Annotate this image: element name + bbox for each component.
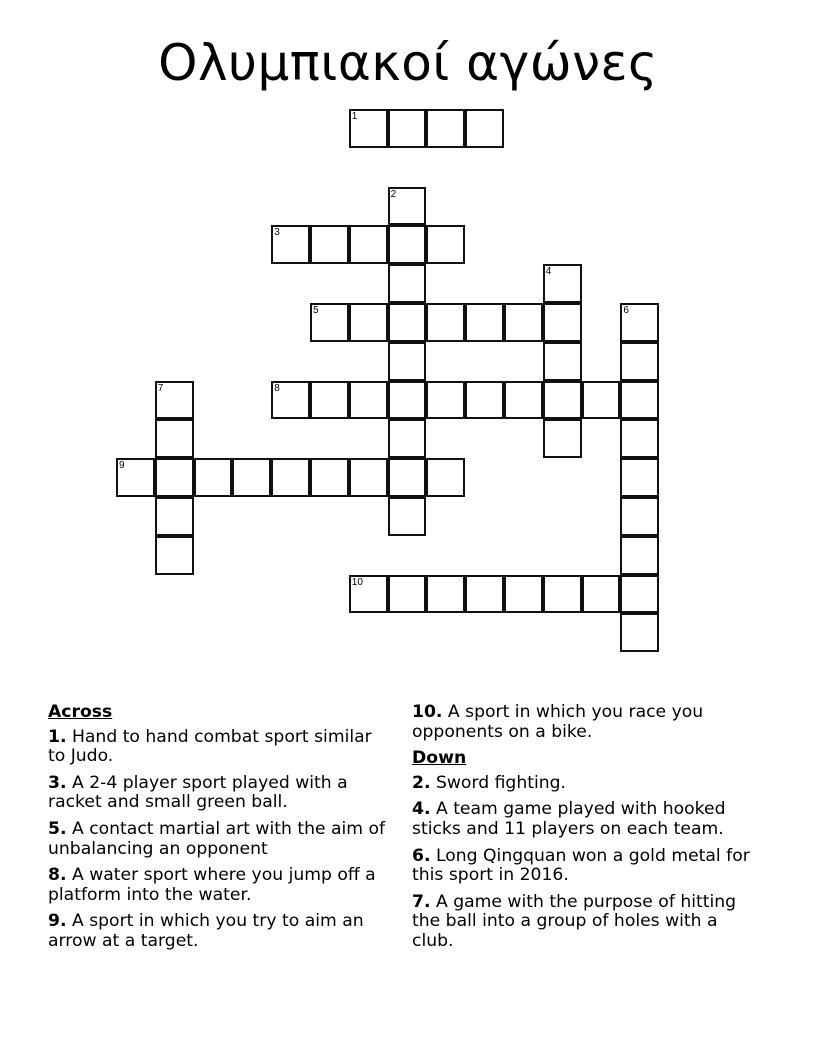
clue-down-4 <box>412 800 762 839</box>
crossword-cell[interactable] <box>349 381 388 420</box>
clues-right-column <box>412 703 762 959</box>
crossword-cell[interactable] <box>155 497 194 536</box>
crossword-cell[interactable] <box>155 419 194 458</box>
clue-number: 7. <box>412 891 431 912</box>
clue-text: A sport in which you race you opponents on a bike. <box>412 702 704 742</box>
crossword-cell[interactable] <box>232 458 271 497</box>
clue-across-3 <box>48 774 388 813</box>
crossword-cell[interactable] <box>582 381 621 420</box>
crossword-cell[interactable] <box>620 497 659 536</box>
clue-number: 10. <box>412 702 443 722</box>
crossword-cell[interactable] <box>543 342 582 381</box>
crossword-cell[interactable] <box>271 225 310 264</box>
crossword-cell[interactable] <box>349 109 388 148</box>
cell-number: 7 <box>157 382 164 394</box>
crossword-cell[interactable] <box>465 575 504 614</box>
clue-text: A contact martial art with the aim of unbalancing an opponent <box>48 818 386 859</box>
across-heading: Across <box>48 702 113 722</box>
crossword-cell[interactable] <box>504 575 543 614</box>
clue-number: 3. <box>48 772 67 793</box>
crossword-cell[interactable] <box>349 575 388 614</box>
cell-number: 10 <box>351 576 363 588</box>
cell-number: 1 <box>351 111 358 122</box>
clue-number: 9. <box>48 911 67 932</box>
crossword-cell[interactable] <box>310 458 349 497</box>
crossword-cell[interactable] <box>620 536 659 575</box>
clue-across-10 <box>412 703 762 742</box>
crossword-cell[interactable] <box>543 419 582 458</box>
cell-number: 6 <box>623 305 629 316</box>
crossword-cell[interactable] <box>465 303 504 342</box>
crossword-cell[interactable] <box>271 381 310 420</box>
crossword-cell[interactable] <box>388 264 427 303</box>
crossword-cell[interactable] <box>504 303 543 342</box>
clue-text: A sport in which you try to aim an arrow at a target. <box>48 911 364 951</box>
clue-text: Long Qingquan won a gold metal for this sport in 2016. <box>412 845 750 886</box>
crossword-cell[interactable] <box>155 458 194 497</box>
crossword-cell[interactable] <box>465 381 504 420</box>
crossword-cell[interactable] <box>194 458 233 497</box>
clue-down-6 <box>412 847 762 886</box>
crossword-cell[interactable] <box>388 187 427 226</box>
crossword-cell[interactable] <box>426 303 465 342</box>
clue-text: A team game played with hooked sticks and 11 players on each team. <box>412 799 726 839</box>
crossword-cell[interactable] <box>155 381 194 420</box>
clue-text: Sword fighting. <box>435 772 566 793</box>
crossword-cell[interactable] <box>388 109 427 148</box>
crossword-cell[interactable] <box>388 381 427 420</box>
clue-number: 2. <box>412 772 431 793</box>
clue-across-8 <box>48 866 388 905</box>
crossword-cell[interactable] <box>388 458 427 497</box>
cell-number: 5 <box>313 305 319 316</box>
crossword-cell[interactable] <box>388 419 427 458</box>
clue-number: 6. <box>412 845 431 866</box>
crossword-cell[interactable] <box>155 536 194 575</box>
cell-number: 9 <box>119 460 125 472</box>
crossword-cell[interactable] <box>310 381 349 420</box>
clue-text: A water sport where you jump off a platform into the water. <box>48 865 376 905</box>
crossword-cell[interactable] <box>349 458 388 497</box>
clue-number: 8. <box>48 865 67 886</box>
down-heading: Down <box>412 748 467 769</box>
crossword-cell[interactable] <box>582 575 621 614</box>
crossword-cell[interactable] <box>426 458 465 497</box>
crossword-cell[interactable] <box>543 575 582 614</box>
crossword-cell[interactable] <box>426 575 465 614</box>
crossword-cell[interactable] <box>426 381 465 420</box>
clue-text: A game with the purpose of hitting the ball into a group of holes with a club. <box>412 891 737 951</box>
crossword-cell[interactable] <box>388 225 427 264</box>
crossword-cell[interactable] <box>426 109 465 148</box>
crossword-cell[interactable] <box>116 458 155 497</box>
crossword-cell[interactable] <box>620 342 659 381</box>
clue-across-5 <box>48 820 388 859</box>
crossword-cell[interactable] <box>388 575 427 614</box>
crossword-cell[interactable] <box>543 381 582 420</box>
crossword-cell[interactable] <box>388 497 427 536</box>
crossword-cell[interactable] <box>620 458 659 497</box>
clues-left-column <box>48 703 388 959</box>
crossword-cell[interactable] <box>543 303 582 342</box>
crossword-cell[interactable] <box>504 381 543 420</box>
crossword-cell[interactable] <box>310 225 349 264</box>
crossword-grid <box>117 110 662 655</box>
crossword-cell[interactable] <box>620 381 659 420</box>
crossword-cell[interactable] <box>271 458 310 497</box>
crossword-cell[interactable] <box>620 575 659 614</box>
clue-number: 5. <box>48 818 67 839</box>
crossword-cell[interactable] <box>620 613 659 652</box>
crossword-cell[interactable] <box>620 419 659 458</box>
clue-down-2 <box>412 774 762 794</box>
clue-number: 4. <box>412 799 431 820</box>
clue-across-9 <box>48 912 388 951</box>
crossword-cell[interactable] <box>349 303 388 342</box>
cell-number: 4 <box>545 266 552 278</box>
clue-down-7 <box>412 893 762 952</box>
cell-number: 3 <box>274 227 280 239</box>
clue-text: Hand to hand combat sport similar to Judo. <box>48 726 372 767</box>
crossword-cell[interactable] <box>388 303 427 342</box>
page-title: Ολυμπιακοί αγώνες <box>158 34 658 92</box>
crossword-cell[interactable] <box>426 225 465 264</box>
clue-text: A 2-4 player sport played with a racket and small green ball. <box>48 772 348 813</box>
crossword-cell[interactable] <box>349 225 388 264</box>
cell-number: 2 <box>390 188 397 200</box>
cell-number: 8 <box>274 382 280 394</box>
clue-across-1 <box>48 728 388 767</box>
crossword-cell[interactable] <box>310 303 349 342</box>
clue-number: 1. <box>48 726 67 747</box>
crossword-cell[interactable] <box>465 109 504 148</box>
crossword-cell[interactable] <box>543 264 582 303</box>
crossword-cell[interactable] <box>388 342 427 381</box>
crossword-cell[interactable] <box>620 303 659 342</box>
